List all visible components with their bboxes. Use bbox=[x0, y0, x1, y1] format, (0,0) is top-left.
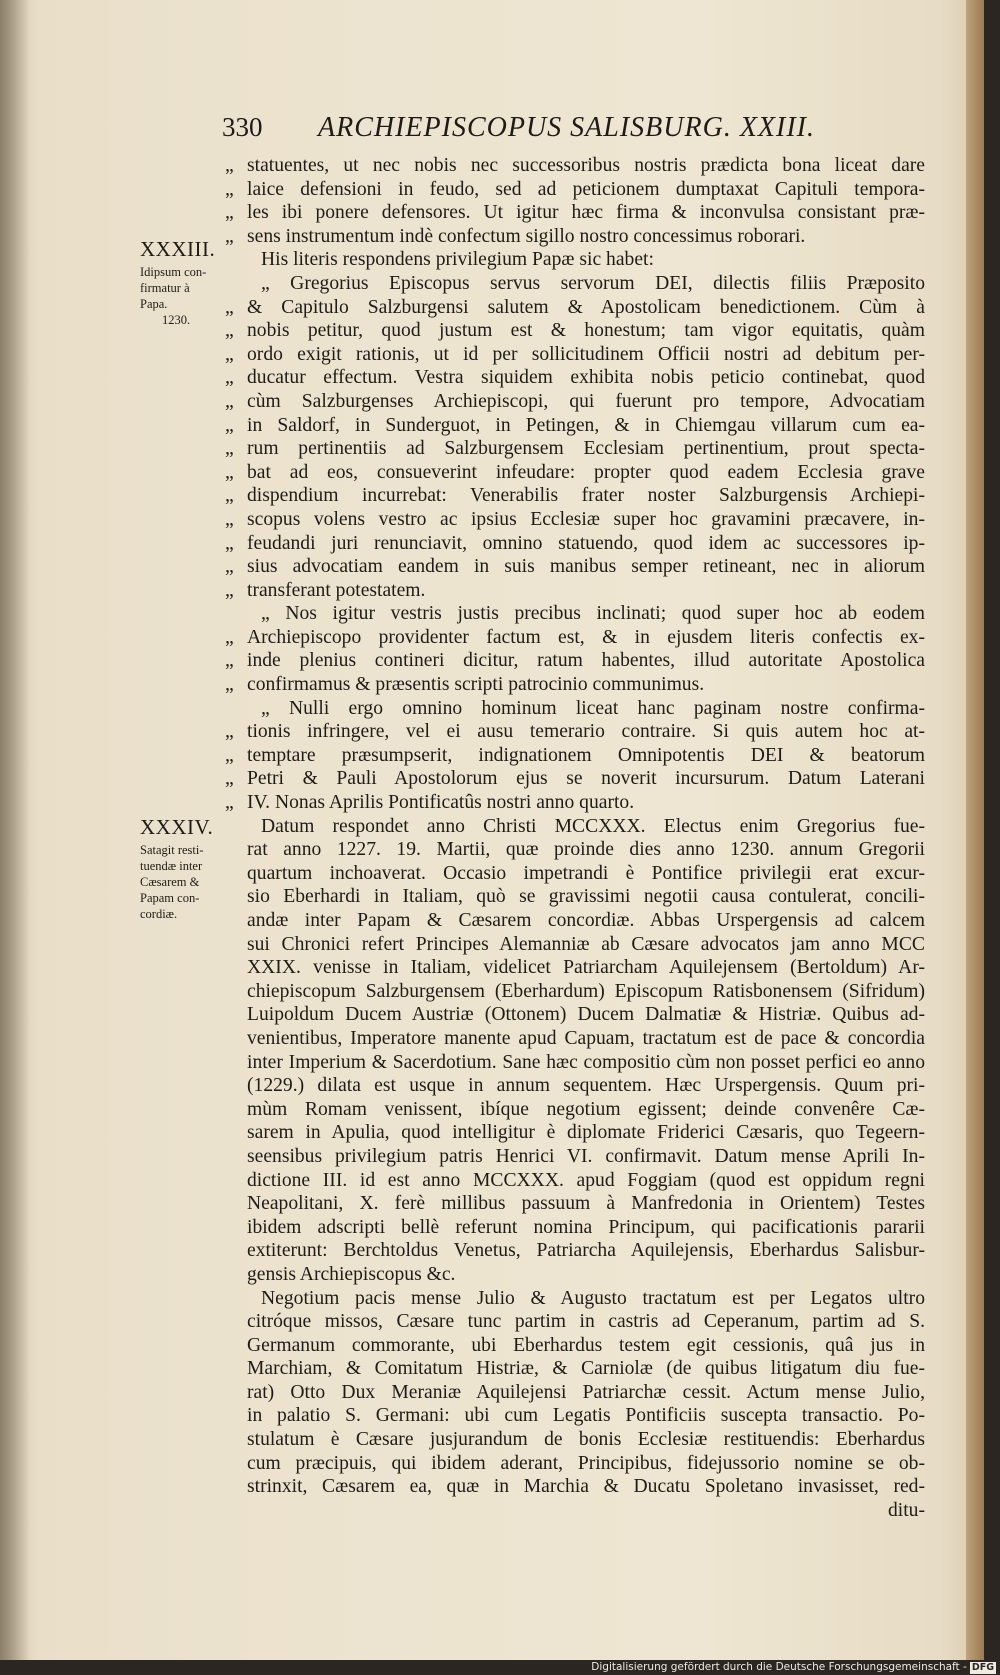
line-text: rat anno 1227. 19. Martii, quæ proinde dies anno 1230. annum Gregorii bbox=[247, 839, 925, 861]
quote-mark: „ bbox=[225, 343, 234, 365]
line-text: ducatur effectum. Vestra siquidem exhibita nobis peticio continebat, quod bbox=[247, 367, 925, 389]
line-text: ordo exigit rationis, ut id per sollicitudinem Officii nostri ad debitum per- bbox=[247, 343, 925, 365]
line-text: chiepiscopum Salzburgensem (Eberhardum) Episcopum Ratisbonensem (Sifridum) bbox=[247, 980, 925, 1002]
text-line bbox=[225, 1003, 925, 1027]
margin-section-number: XXXIII. bbox=[140, 237, 216, 261]
quote-mark: „ bbox=[225, 792, 234, 814]
text-line bbox=[225, 414, 925, 438]
text-line bbox=[225, 1381, 925, 1405]
text-line bbox=[225, 862, 925, 886]
text-line bbox=[225, 956, 925, 980]
line-text: „ Nulli ergo omnino hominum liceat hanc paginam nostre confirma- bbox=[261, 697, 925, 719]
text-line bbox=[225, 1310, 925, 1334]
margin-note-line: firmatur à bbox=[140, 281, 190, 295]
line-text: transferant potestatem. bbox=[247, 579, 426, 601]
text-line bbox=[225, 1239, 925, 1263]
line-text: stulatum è Cæsare jusjurandum de bonis Ecclesiæ restituendis: Eberhardus bbox=[247, 1429, 925, 1451]
quote-mark: „ bbox=[225, 155, 234, 176]
quote-mark: „ bbox=[225, 225, 234, 247]
text-line bbox=[225, 673, 925, 697]
footer-text: Digitalisierung gefördert durch die Deutsche Forschungsgemeinschaft - bbox=[591, 1661, 967, 1673]
line-text: IV. Nonas Aprilis Pontificatûs nostri anno quarto. bbox=[247, 792, 635, 814]
line-text: sui Chronici refert Principes Alemanniæ ab Cæsare advocatos jam anno MCC bbox=[247, 933, 925, 955]
line-text: sarem in Apulia, quod intelligitur è diplomate Friderici Cæsaris, quo Tegeern- bbox=[247, 1122, 925, 1144]
running-title: ARCHIEPISCOPUS SALISBURG. XXIII. bbox=[318, 112, 816, 143]
margin-note-line: Satagit resti- bbox=[140, 843, 204, 857]
line-text: extiterunt: Berchtoldus Venetus, Patriarcha Aquilejensis, Eberhardus Salisbur- bbox=[247, 1240, 925, 1262]
page-edge bbox=[966, 0, 984, 1660]
text-line bbox=[225, 1499, 925, 1523]
quote-mark: „ bbox=[225, 650, 234, 672]
quote-mark: „ bbox=[225, 556, 234, 578]
quote-mark: „ bbox=[225, 485, 234, 507]
line-text: scopus volens vestro ac ipsius Ecclesiæ super hoc gravamini præcavere, in- bbox=[247, 508, 925, 530]
quote-mark: „ bbox=[225, 674, 234, 696]
line-text: tionis infringere, vel ei ausu temerario contraire. Si quis autem hoc at- bbox=[247, 721, 925, 743]
digitization-footer bbox=[0, 1660, 1000, 1675]
text-line bbox=[225, 201, 925, 225]
line-text: „ Gregorius Episcopus servus servorum DEI, dilectis filiis Præposito bbox=[261, 272, 925, 294]
line-text: mùm Romam venissent, ibíque negotium egissent; deinde convenêre Cæ- bbox=[247, 1098, 925, 1120]
line-text: confirmamus & præsentis scripti patrocinio communimus. bbox=[247, 674, 705, 696]
margin-note-xxxiii bbox=[140, 237, 215, 328]
line-text: inter Imperium & Sacerdotium. Sane hæc compositio cùm non posset perfici eo anno bbox=[247, 1051, 925, 1073]
line-text: citróque missos, Cæsare tunc partim in castris ad Ceperanum, partim ad S. bbox=[247, 1311, 925, 1333]
line-text: statuentes, ut nec nobis nec successoribus nostris prædicta bona liceat dare bbox=[247, 155, 925, 176]
quote-mark: „ bbox=[225, 626, 234, 648]
margin-note-line: 1230. bbox=[162, 313, 191, 327]
line-text: andæ inter Papam & Cæsarem concordiæ. Abbas Urspergensis ad calcem bbox=[247, 910, 925, 931]
quote-mark: „ bbox=[225, 414, 234, 436]
text-line bbox=[225, 508, 925, 532]
line-text: Marchiam, & Comitatum Histriæ, & Carniolæ (de quibus litigatum diu fue- bbox=[247, 1358, 925, 1380]
quote-mark: „ bbox=[225, 367, 234, 389]
quote-mark: „ bbox=[225, 202, 234, 224]
line-text: rum pertinentiis ad Salzburgensem Ecclesiam pertinentium, prout specta- bbox=[247, 438, 925, 460]
line-text: sio Eberhardi in Italiam, quò se gravissimi negotii causa contulerat, concili- bbox=[247, 886, 925, 908]
line-text: (1229.) dilata est usque in annum sequentem. Hæc Urspergensis. Quum pri- bbox=[247, 1075, 925, 1097]
text-line bbox=[225, 1216, 925, 1240]
margin-note-line: tuendæ inter bbox=[140, 859, 203, 873]
text-line bbox=[225, 626, 925, 650]
line-text: sius advocatiam eandem in suis manibus semper retineant, nec in aliorum bbox=[247, 556, 925, 578]
text-line bbox=[225, 366, 925, 390]
quote-mark: „ bbox=[225, 178, 234, 200]
quote-mark: „ bbox=[225, 532, 234, 554]
text-line bbox=[225, 461, 925, 485]
text-line bbox=[225, 555, 925, 579]
margin-note-line: cordiæ. bbox=[140, 907, 178, 921]
text-line bbox=[225, 720, 925, 744]
text-line bbox=[225, 767, 925, 791]
text-line bbox=[225, 1263, 925, 1287]
quote-mark: „ bbox=[225, 438, 234, 460]
line-text: sens instrumentum indè confectum sigillo nostro concessimus roborari. bbox=[247, 225, 806, 247]
text-line bbox=[225, 1452, 925, 1476]
quote-mark: „ bbox=[225, 579, 234, 601]
quote-mark: „ bbox=[225, 721, 234, 743]
text-line bbox=[225, 1098, 925, 1122]
text-line bbox=[225, 225, 925, 249]
text-line bbox=[225, 909, 925, 933]
line-text: dictione III. id est anno MCCXXX. apud Foggiam (quod est oppidum regni bbox=[247, 1169, 925, 1191]
margin-section-number: XXXIV. bbox=[140, 815, 214, 839]
margin-note-line: Cæsarem & bbox=[140, 875, 200, 889]
text-line bbox=[225, 1287, 925, 1311]
text-line bbox=[225, 602, 925, 626]
line-text: dispendium incurrebat: Venerabilis frater noster Salzburgensis Archiepi- bbox=[247, 485, 925, 507]
line-text: cùm Salzburgenses Archiepiscopi, qui fuerunt pro tempore, Advocatiam bbox=[247, 390, 925, 412]
margin-note-line: Idipsum con- bbox=[140, 265, 207, 279]
text-line bbox=[225, 343, 925, 367]
line-text: temptare præsumpserit, indignationem Omnipotentis DEI & beatorum bbox=[247, 744, 925, 766]
line-text: His literis respondens privilegium Papæ sic habet: bbox=[261, 249, 654, 271]
line-text: Germanum commorante, ubi Eberhardus testem egit cessionis, quâ jus in bbox=[247, 1334, 925, 1356]
text-line bbox=[225, 1027, 925, 1051]
line-text: inde plenius contineri dicitur, ratum habentes, illud autoritate Apostolica bbox=[247, 650, 925, 672]
line-text: cum præcipuis, qui ibidem aderant, Principibus, fidejussorio nomine se ob- bbox=[247, 1452, 925, 1474]
page-number: 330 bbox=[222, 112, 263, 142]
text-line bbox=[225, 484, 925, 508]
line-text: in Saldorf, in Sunderguot, in Petingen, & in Chiemgau villarum cum ea- bbox=[247, 414, 925, 436]
line-text: bat ad eos, consueverint infeudare: propter quod eadem Ecclesia grave bbox=[247, 461, 925, 483]
text-line bbox=[225, 1145, 925, 1169]
text-line bbox=[225, 1192, 925, 1216]
text-line bbox=[225, 296, 925, 320]
line-text: venientibus, Imperatore manente apud Capuam, tractatum est de pace & concordia bbox=[247, 1027, 925, 1049]
page-header bbox=[222, 112, 922, 152]
line-text: Datum respondet anno Christi MCCXXX. Electus enim Gregorius fue- bbox=[261, 815, 925, 837]
line-text: nobis petitur, quod justum est & honestum; tam vigor equitatis, quàm bbox=[247, 320, 925, 342]
text-line bbox=[225, 272, 925, 296]
dfg-logo: DFG bbox=[971, 1662, 994, 1673]
line-text: XXIX. venisse in Italiam, videlicet Patriarcham Aquilejensem (Bertoldum) Ar- bbox=[247, 957, 925, 979]
text-line bbox=[225, 1428, 925, 1452]
margin-note-xxxiv bbox=[140, 815, 213, 922]
text-line bbox=[225, 885, 925, 909]
line-text: „ Nos igitur vestris justis precibus inclinati; quod super hoc ab eodem bbox=[261, 603, 925, 625]
line-text: rat) Otto Dux Meraniæ Aquilejensi Patriarchæ cessit. Actum mense Julio, bbox=[247, 1381, 925, 1403]
text-line bbox=[225, 697, 925, 721]
line-text: seensibus privilegium patris Henrici VI. confirmavit. Datum mense Aprili In- bbox=[247, 1145, 925, 1167]
text-line bbox=[225, 248, 925, 272]
quote-mark: „ bbox=[225, 320, 234, 342]
text-line bbox=[225, 437, 925, 461]
text-line bbox=[225, 1169, 925, 1193]
quote-mark: „ bbox=[225, 461, 234, 483]
text-line bbox=[225, 1475, 925, 1499]
line-text: strinxit, Cæsarem ea, quæ in Marchia & Ducatu Spoletano invasisset, red- bbox=[247, 1476, 925, 1498]
line-text: & Capitulo Salzburgensi salutem & Apostolicam benedictionem. Cùm à bbox=[247, 296, 925, 318]
text-line bbox=[225, 838, 925, 862]
text-line bbox=[225, 980, 925, 1004]
line-text: Negotium pacis mense Julio & Augusto tractatum est per Legatos ultro bbox=[261, 1287, 925, 1309]
text-line bbox=[225, 649, 925, 673]
text-line bbox=[225, 1051, 925, 1075]
text-line bbox=[225, 1121, 925, 1145]
text-line bbox=[225, 154, 925, 178]
line-text: feudandi juri renunciavit, omnino statuendo, quod idem ac successores ip- bbox=[247, 532, 925, 554]
text-line bbox=[225, 532, 925, 556]
text-line bbox=[225, 579, 925, 603]
text-line bbox=[225, 1334, 925, 1358]
text-line bbox=[225, 1404, 925, 1428]
line-text: Petri & Pauli Apostolorum ejus se noverit incursurum. Datum Laterani bbox=[247, 768, 925, 790]
line-text: ibidem adscripti bellè referunt nomina Principum, qui pacificationis pararii bbox=[247, 1216, 925, 1238]
line-text: Archiepiscopo providenter factum est, & in ejusdem literis confectis ex- bbox=[247, 626, 925, 648]
text-line bbox=[225, 744, 925, 768]
line-text: laice defensioni in feudo, sed ad peticionem dumptaxat Capituli tempora- bbox=[247, 178, 925, 200]
text-line bbox=[225, 319, 925, 343]
text-line bbox=[225, 933, 925, 957]
quote-mark: „ bbox=[225, 768, 234, 790]
body-text bbox=[225, 154, 925, 1522]
text-line bbox=[225, 178, 925, 202]
line-text: Luipoldum Ducem Austriæ (Ottonem) Ducem Dalmatiæ & Histriæ. Quibus ad- bbox=[247, 1004, 925, 1026]
line-text: Neapolitani, X. ferè millibus passuum à Manfredonia in Orientem) Testes bbox=[247, 1193, 925, 1215]
margin-note-line: Papam con- bbox=[140, 891, 200, 905]
gutter-shadow bbox=[0, 0, 30, 1660]
text-line bbox=[225, 791, 925, 815]
text-line bbox=[225, 1357, 925, 1381]
text-line bbox=[225, 1074, 925, 1098]
line-text: gensis Archiepiscopus &c. bbox=[247, 1263, 456, 1285]
margin-note-line: Papa. bbox=[140, 297, 168, 311]
line-text: quartum inchoaverat. Occasio impetrandi è Pontifice privilegii erat excur- bbox=[247, 862, 925, 884]
line-text: ditu- bbox=[887, 1499, 925, 1521]
text-line bbox=[225, 815, 925, 839]
line-text: in palatio S. Germani: ubi cum Legatis Pontificiis suscepta transactio. Po- bbox=[247, 1405, 925, 1427]
quote-mark: „ bbox=[225, 744, 234, 766]
line-text: les ibi ponere defensores. Ut igitur hæc firma & inconvulsa consistant præ- bbox=[247, 202, 925, 224]
quote-mark: „ bbox=[225, 508, 234, 530]
quote-mark: „ bbox=[225, 390, 234, 412]
quote-mark: „ bbox=[225, 296, 234, 318]
text-line bbox=[225, 390, 925, 414]
